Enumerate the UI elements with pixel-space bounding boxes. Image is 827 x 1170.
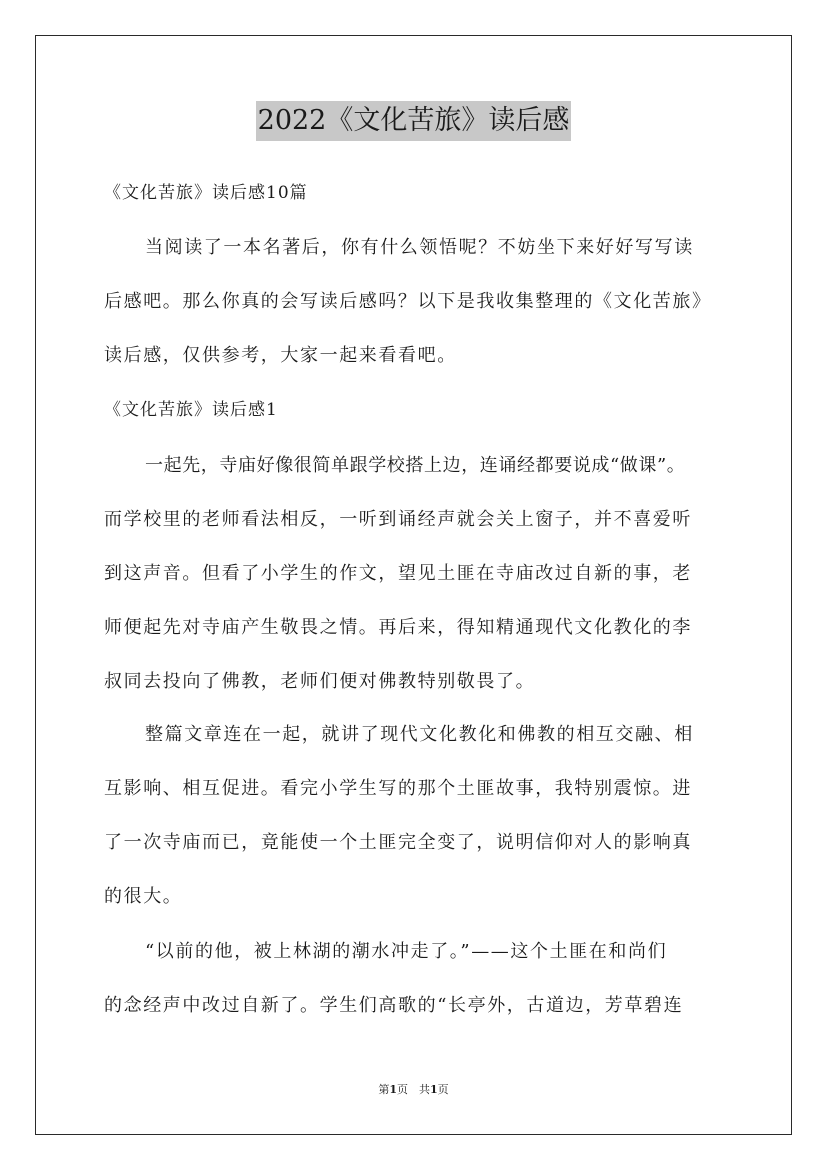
footer-prefix: 第 [378,1083,390,1096]
footer-suffix: 页 [437,1083,449,1096]
document-subtitle: 《文化苦旅》读后感10篇 [104,183,308,203]
footer-mid: 页 共 [397,1083,430,1096]
paragraph1-line-1: 一起先，寺庙好像很简单跟学校搭上边，连诵经都要说成“做课”。 [145,455,686,476]
paragraph1-line-5: 叔同去投向了佛教，老师们便对佛教特别敬畏了。 [104,671,536,692]
document-title: 2022《文化苦旅》读后感 [256,101,572,141]
page-footer [0,1083,827,1097]
paragraph3-line-1: “以前的他，被上林湖的潮水冲走了。”——这个土匪在和尚们 [145,941,668,962]
intro-line-2: 后感吧。那么你真的会写读后感吗？以下是我收集整理的《文化苦旅》 [104,291,712,312]
section-heading: 《文化苦旅》读后感1 [104,400,278,420]
paragraph1-line-2: 而学校里的老师看法相反，一听到诵经声就会关上窗子，并不喜爱听 [104,509,692,530]
paragraph3-line-2: 的念经声中改过自新了。学生们高歌的“长亭外，古道边，芳草碧连 [104,995,684,1016]
intro-line-1: 当阅读了一本名著后，你有什么领悟呢？不妨坐下来好好写写读 [145,237,694,258]
paragraph2-line-4: 的很大。 [104,886,183,907]
paragraph1-line-4: 师便起先对寺庙产生敬畏之情。再后来，得知精通现代文化教化的李 [104,617,692,638]
footer-page-total: 1 [430,1083,438,1096]
paragraph2-line-3: 了一次寺庙而已，竟能使一个土匪完全变了，说明信仰对人的影响真 [104,832,692,853]
intro-line-3: 读后感，仅供参考，大家一起来看看吧。 [104,345,457,366]
paragraph2-line-1: 整篇文章连在一起，就讲了现代文化教化和佛教的相互交融、相 [145,724,694,745]
paragraph1-line-3: 到这声音。但看了小学生的作文，望见土匪在寺庙改过自新的事，老 [104,563,692,584]
paragraph2-line-2: 互影响、相互促进。看完小学生写的那个土匪故事，我特别震惊。进 [104,778,692,799]
document-title-wrapper [0,101,827,141]
footer-page-current: 1 [389,1083,397,1096]
